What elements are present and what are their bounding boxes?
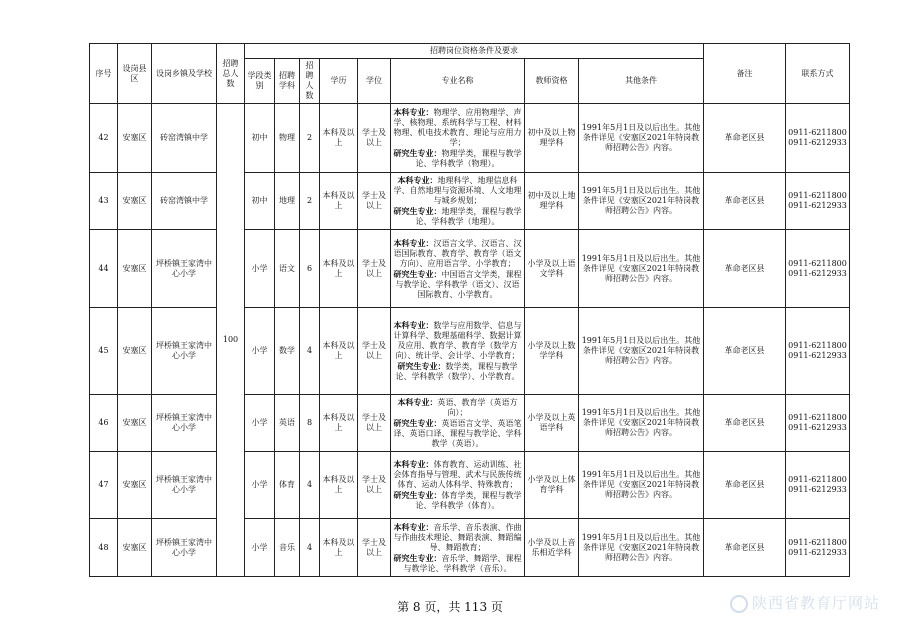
row-teacher-cert: 初中及以上物理学科 bbox=[525, 104, 579, 173]
row-subject: 体育 bbox=[275, 452, 300, 519]
row-degree: 学士及以上 bbox=[358, 308, 391, 395]
major-ug-label: 本科专业： bbox=[393, 320, 434, 330]
table-row bbox=[90, 308, 850, 395]
row-subject: 英语 bbox=[275, 395, 300, 452]
row-subject: 语文 bbox=[275, 230, 300, 308]
row-other: 1991年5月1日及以后出生。其他条件详见《安塞区2021年特岗教师招聘公告》内容。 bbox=[579, 519, 704, 577]
row-count: 2 bbox=[300, 104, 320, 173]
row-edu: 本科及以上 bbox=[320, 519, 358, 577]
row-index: 46 bbox=[90, 395, 118, 452]
major-ug-label: 本科专业： bbox=[393, 459, 434, 469]
row-county: 安塞区 bbox=[118, 230, 152, 308]
header-contact: 联系方式 bbox=[786, 44, 850, 104]
row-subject: 音乐 bbox=[275, 519, 300, 577]
table-row bbox=[90, 395, 850, 452]
row-major bbox=[391, 173, 525, 230]
row-subject: 数学 bbox=[275, 308, 300, 395]
row-contact: 0911-6211800 0911-6212933 bbox=[786, 173, 850, 230]
row-index: 45 bbox=[90, 308, 118, 395]
row-edu: 本科及以上 bbox=[320, 173, 358, 230]
row-school: 坪桥镇王家湾中心小学 bbox=[152, 395, 217, 452]
row-school: 坪桥镇王家湾中心小学 bbox=[152, 230, 217, 308]
watermark-logo-icon bbox=[730, 595, 748, 613]
header-other: 其他条件 bbox=[579, 59, 704, 104]
row-other: 1991年5月1日及以后出生。其他条件详见《安塞区2021年特岗教师招聘公告》内容。 bbox=[579, 230, 704, 308]
major-ug-label: 本科专业： bbox=[393, 237, 434, 248]
header-subject: 招聘学科 bbox=[275, 59, 300, 104]
row-remark: 革命老区县 bbox=[704, 173, 786, 230]
row-contact: 0911-6211800 0911-6212933 bbox=[786, 104, 850, 173]
row-count: 4 bbox=[300, 519, 320, 577]
major-pg: 英语语言文学、英语笔译、英语口译、课程与教学论、学科教学（英语）。 bbox=[393, 419, 522, 448]
row-stage: 小学 bbox=[245, 230, 275, 308]
major-pg-label: 研究生专业： bbox=[393, 268, 442, 279]
row-degree: 学士及以上 bbox=[358, 452, 391, 519]
row-major bbox=[391, 519, 525, 577]
header-requirements: 招聘岗位资格条件及要求 bbox=[245, 44, 704, 59]
header-stage: 学段类别 bbox=[245, 59, 275, 104]
row-contact: 0911-6211800 0911-6212933 bbox=[786, 519, 850, 577]
row-teacher-cert: 小学及以上数学学科 bbox=[525, 308, 579, 395]
row-teacher-cert: 初中及以上地理学科 bbox=[525, 173, 579, 230]
major-pg-label: 研究生专业： bbox=[393, 418, 442, 428]
row-stage: 初中 bbox=[245, 104, 275, 173]
row-stage: 初中 bbox=[245, 173, 275, 230]
row-stage: 小学 bbox=[245, 452, 275, 519]
row-index: 44 bbox=[90, 230, 118, 308]
row-other: 1991年5月1日及以后出生。其他条件详见《安塞区2021年特岗教师招聘公告》内容。 bbox=[579, 308, 704, 395]
header-county: 设岗县区 bbox=[118, 44, 152, 104]
row-count: 4 bbox=[300, 308, 320, 395]
row-major bbox=[391, 230, 525, 308]
row-contact: 0911-6211800 0911-6212933 bbox=[786, 452, 850, 519]
major-ug: 体育教育、运动训练、社会体育指导与管理、武术与民族传统体育、运动人体科学、特殊教育； bbox=[393, 460, 522, 489]
header-school: 设岗乡镇及学校 bbox=[152, 44, 217, 104]
row-degree: 学士及以上 bbox=[358, 173, 391, 230]
row-county: 安塞区 bbox=[118, 395, 152, 452]
header-remark: 备注 bbox=[704, 44, 786, 104]
header-total: 招聘总人数 bbox=[217, 44, 245, 104]
row-other: 1991年5月1日及以后出生。其他条件详见《安塞区2021年特岗教师招聘公告》内容。 bbox=[579, 104, 704, 173]
major-pg: 体育学类，课程与教学论、学科教学（体育）。 bbox=[415, 491, 522, 510]
major-pg: 物理学类，课程与教学论、学科教学（物理）。 bbox=[415, 149, 522, 168]
header-degree: 学位 bbox=[358, 59, 391, 104]
row-other: 1991年5月1日及以后出生。其他条件详见《安塞区2021年特岗教师招聘公告》内容。 bbox=[579, 452, 704, 519]
major-pg-label: 研究生专业： bbox=[393, 490, 442, 500]
row-contact: 0911-6211800 0911-6212933 bbox=[786, 395, 850, 452]
row-index: 48 bbox=[90, 519, 118, 577]
row-teacher-cert: 小学及以上英语学科 bbox=[525, 395, 579, 452]
major-pg: 音乐学、舞蹈学、课程与教学论、学科教学（音乐）。 bbox=[403, 553, 522, 573]
row-other: 1991年5月1日及以后出生。其他条件详见《安塞区2021年特岗教师招聘公告》内容。 bbox=[579, 173, 704, 230]
major-pg-label: 研究生专业： bbox=[397, 361, 446, 371]
major-ug-label: 本科专业： bbox=[397, 397, 438, 407]
row-county: 安塞区 bbox=[118, 452, 152, 519]
row-school: 砖窑湾镇中学 bbox=[152, 104, 217, 173]
row-major bbox=[391, 308, 525, 395]
header-index: 序号 bbox=[90, 44, 118, 104]
row-degree: 学士及以上 bbox=[358, 395, 391, 452]
row-school: 坪桥镇王家湾中心小学 bbox=[152, 308, 217, 395]
major-ug: 地理科学、地理信息科学、自然地理与资源环境、人文地理与城乡规划； bbox=[393, 176, 522, 205]
row-school: 坪桥镇王家湾中心小学 bbox=[152, 519, 217, 577]
major-ug: 汉语言文学、汉语言、汉语国际教育、教育学、教育学（语文方向）、应用语言学、小学教育； bbox=[393, 238, 522, 268]
major-pg: 地理学类，课程与教学论、学科教学（地理）。 bbox=[415, 207, 522, 226]
header-major: 专业名称 bbox=[391, 59, 525, 104]
row-degree: 学士及以上 bbox=[358, 104, 391, 173]
row-stage: 小学 bbox=[245, 519, 275, 577]
major-pg-label: 研究生专业： bbox=[393, 148, 442, 158]
major-ug-label: 本科专业： bbox=[393, 521, 434, 532]
row-count: 4 bbox=[300, 452, 320, 519]
row-school: 砖窑湾镇中学 bbox=[152, 173, 217, 230]
row-edu: 本科及以上 bbox=[320, 308, 358, 395]
row-count: 2 bbox=[300, 173, 320, 230]
header-teacher: 教师资格 bbox=[525, 59, 579, 104]
row-degree: 学士及以上 bbox=[358, 230, 391, 308]
major-ug: 音乐学、音乐表演、作曲与作曲技术理论、舞蹈表演、舞蹈编导、舞蹈教育； bbox=[393, 522, 522, 552]
row-edu: 本科及以上 bbox=[320, 230, 358, 308]
row-county: 安塞区 bbox=[118, 173, 152, 230]
row-teacher-cert: 小学及以上音乐相近学科 bbox=[525, 519, 579, 577]
row-count: 8 bbox=[300, 395, 320, 452]
row-degree: 学士及以上 bbox=[358, 519, 391, 577]
row-major bbox=[391, 395, 525, 452]
header-count: 招聘人数 bbox=[300, 59, 320, 104]
row-remark: 革命老区县 bbox=[704, 308, 786, 395]
row-index: 47 bbox=[90, 452, 118, 519]
row-contact: 0911-6211800 0911-6212933 bbox=[786, 308, 850, 395]
row-major bbox=[391, 104, 525, 173]
total-count: 100 bbox=[217, 104, 245, 577]
row-edu: 本科及以上 bbox=[320, 395, 358, 452]
table-row bbox=[90, 173, 850, 230]
row-edu: 本科及以上 bbox=[320, 452, 358, 519]
table-row bbox=[90, 452, 850, 519]
row-stage: 小学 bbox=[245, 395, 275, 452]
watermark-text: 陕西省教育厅网站 bbox=[751, 594, 880, 612]
table-row bbox=[90, 104, 850, 173]
row-remark: 革命老区县 bbox=[704, 230, 786, 308]
page-footer: 第 8 页，共 113 页 bbox=[397, 600, 503, 614]
major-ug: 数学与应用数学、信息与计算科学、数理基础科学、数据计算及应用、教育学、教育学（数学方向）、统计学、会计学、小学教育； bbox=[393, 321, 522, 360]
row-county: 安塞区 bbox=[118, 308, 152, 395]
row-subject: 物理 bbox=[275, 104, 300, 173]
row-stage: 小学 bbox=[245, 308, 275, 395]
row-major bbox=[391, 452, 525, 519]
row-county: 安塞区 bbox=[118, 104, 152, 173]
major-ug-label: 本科专业： bbox=[393, 107, 434, 117]
row-index: 42 bbox=[90, 104, 118, 173]
site-watermark bbox=[730, 592, 880, 613]
row-remark: 革命老区县 bbox=[704, 519, 786, 577]
major-pg: 中国语言文学类，课程与教学论、学科教学（语文）、汉语国际教育、小学教育。 bbox=[395, 269, 522, 299]
row-remark: 革命老区县 bbox=[704, 104, 786, 173]
row-teacher-cert: 小学及以上语文学科 bbox=[525, 230, 579, 308]
row-index: 43 bbox=[90, 173, 118, 230]
header-edu: 学历 bbox=[320, 59, 358, 104]
table-row bbox=[90, 519, 850, 577]
row-remark: 革命老区县 bbox=[704, 452, 786, 519]
major-pg: 数学类，课程与教学论、学科教学（数学）、小学教育。 bbox=[395, 362, 520, 381]
row-count: 6 bbox=[300, 230, 320, 308]
major-ug: 物理学、应用物理学、声学、核物理、系统科学与工程、材料物理、机电技术教育、理论与应用力学； bbox=[393, 108, 522, 147]
row-remark: 革命老区县 bbox=[704, 395, 786, 452]
table-row bbox=[90, 230, 850, 308]
row-county: 安塞区 bbox=[118, 519, 152, 577]
major-pg-label: 研究生专业： bbox=[393, 206, 442, 216]
major-pg-label: 研究生专业： bbox=[393, 552, 442, 563]
major-ug: 英语、教育学（英语方向）； bbox=[437, 398, 518, 417]
recruitment-table bbox=[89, 43, 850, 577]
row-edu: 本科及以上 bbox=[320, 104, 358, 173]
row-contact: 0911-6211800 0911-6212933 bbox=[786, 230, 850, 308]
row-teacher-cert: 小学及以上体育学科 bbox=[525, 452, 579, 519]
row-subject: 地理 bbox=[275, 173, 300, 230]
row-other: 1991年5月1日及以后出生。其他条件详见《安塞区2021年特岗教师招聘公告》内容。 bbox=[579, 395, 704, 452]
major-ug-label: 本科专业： bbox=[397, 175, 438, 185]
row-school: 坪桥镇王家湾中心小学 bbox=[152, 452, 217, 519]
